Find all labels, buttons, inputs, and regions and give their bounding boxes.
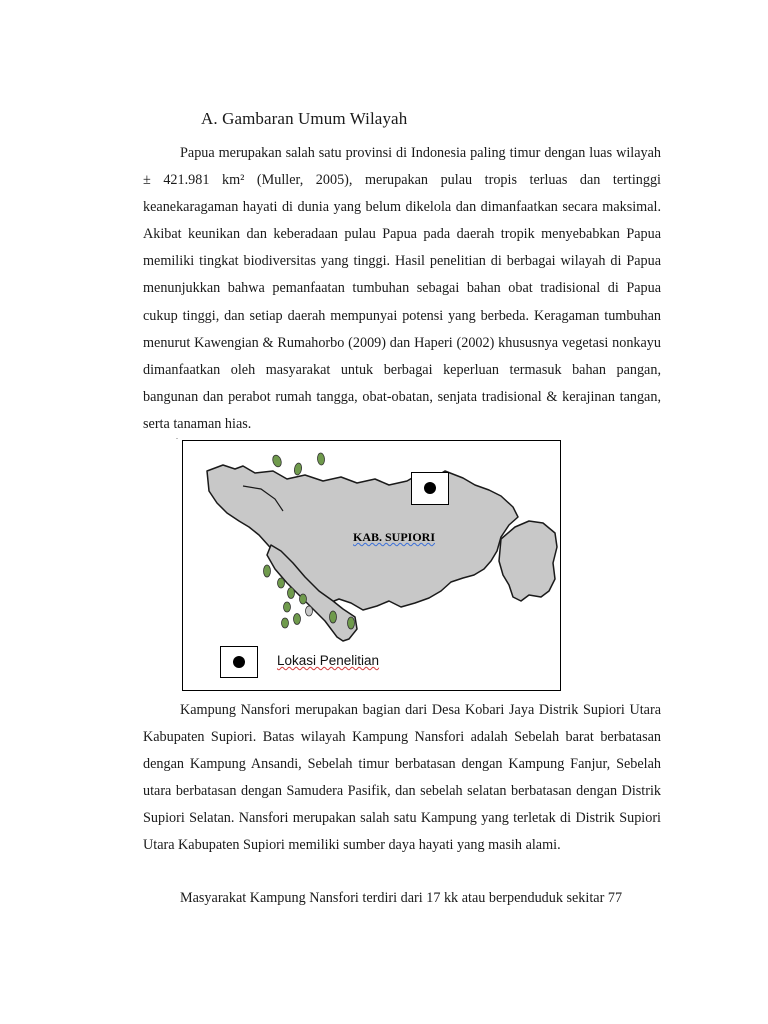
islet-marker bbox=[294, 462, 303, 475]
location-dot-icon bbox=[424, 482, 436, 494]
islet-marker bbox=[317, 453, 325, 466]
map-region-label: KAB. SUPIORI bbox=[353, 530, 436, 544]
section-heading: A. Gambaran Umum Wilayah bbox=[201, 109, 408, 128]
islet-marker bbox=[348, 617, 355, 629]
paragraph-nansfori-location: Kampung Nansfori merupakan bagian dari Desa Kobari Jaya Distrik Supiori Utara Kabupaten Supiori. Batas wilayah Kampung Nansfori adalah Sebelah barat berbatasan dengan Kampung Ansandi, Sebelah timur berbatasan dengan Kampung Fanjur, Sebelah utara berbatasan dengan Samudera Pasifik, dan sebelah selatan berbatasan dengan Distrik Supiori Selatan. Nansfori merupakan salah satu Kampung yang terletak di Distrik Supiori Utara Kabupaten Supiori memiliki sumber daya hayati yang masih alami. bbox=[143, 702, 661, 854]
legend-label: Lokasi Penelitian bbox=[277, 653, 380, 668]
islet-marker bbox=[264, 565, 271, 577]
islet-marker bbox=[271, 454, 283, 468]
research-location-marker bbox=[411, 472, 449, 505]
location-dot-icon bbox=[233, 656, 245, 668]
islet-marker bbox=[306, 606, 313, 616]
islet-marker bbox=[278, 578, 285, 588]
east-island-shape bbox=[499, 521, 557, 601]
paragraph-papua-overview: Papua merupakan salah satu provinsi di Indonesia paling timur dengan luas wilayah ± 421.981 km² (Muller, 2005), merupakan pulau tropis terluas dan tertinggi keanekaragaman hayati di dunia yang belum dikelola dan dimanfaatkan secara maksimal. Akibat keunikan dan keberadaan pulau Papua pada daerah tropik menyebabkan Papua memiliki tingkat biodiversitas yang tinggi. Hasil penelitian di berbagai wilayah di Papua menunjukkan bahwa pemanfaatan tumbuhan sebagai bahan obat tradisional di Papua cukup tinggi, dan setiap daerah mempunyai potensi yang berbeda. Keragaman tumbuhan menurut Kawengian & Rumahorbo (2009) dan Haperi (2002) khususnya vegetasi nonkayu dimanfaatkan oleh masyarakat untuk berbagai keperluan termasuk bahan pangan, bangunan dan perabot rumah tangga, obat-obatan, senjata tradisional & kerajinan tangan, serta tanaman hias. bbox=[143, 145, 661, 432]
islet-marker bbox=[300, 594, 307, 604]
paragraph-nansfori-population: Masyarakat Kampung Nansfori terdiri dari 17 kk atau berpenduduk sekitar 77 bbox=[180, 890, 623, 906]
islet-marker bbox=[284, 602, 291, 612]
islet-marker bbox=[294, 614, 301, 625]
islet-marker bbox=[282, 618, 289, 628]
supiori-map-figure bbox=[182, 440, 561, 691]
legend-symbol bbox=[220, 646, 258, 678]
stray-mark: . bbox=[176, 432, 178, 441]
islet-marker bbox=[288, 588, 295, 599]
islet-marker bbox=[330, 611, 337, 623]
